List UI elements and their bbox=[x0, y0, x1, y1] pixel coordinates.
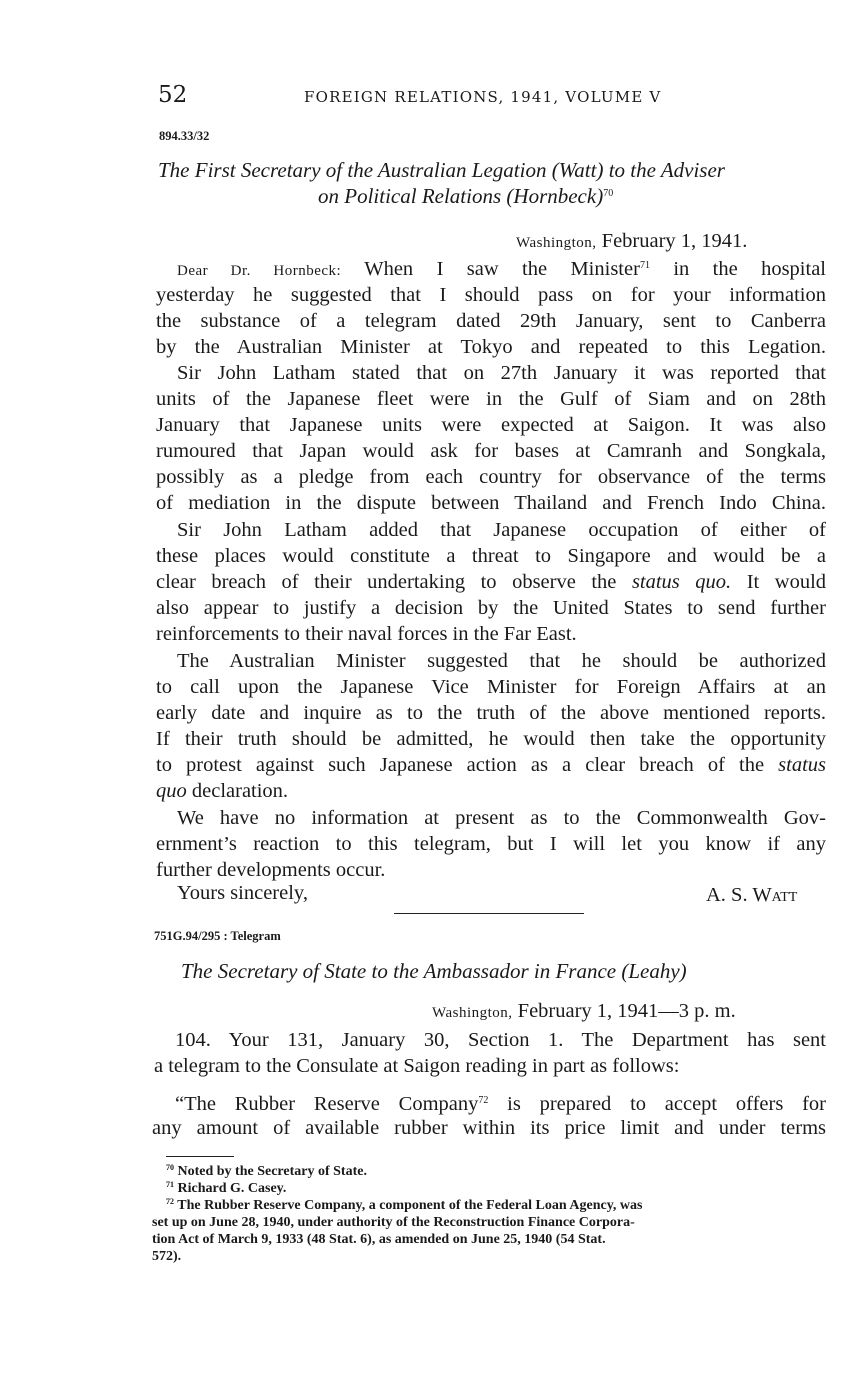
dateline-date: February 1, 1941—3 p. m. bbox=[517, 1000, 736, 1022]
text-line: units of the Japanese fleet were in the Gulf of Siam and on 28th bbox=[156, 388, 826, 410]
text-line: January that Japanese units were expected at Saigon. It was also bbox=[156, 414, 826, 436]
title-text: to the Adviser bbox=[608, 158, 725, 182]
text-span: clear breach of their undertaking to observe the bbox=[156, 571, 617, 593]
text-line bbox=[156, 571, 826, 594]
footnote bbox=[166, 1198, 642, 1214]
dateline bbox=[516, 230, 747, 253]
footnote-line: tion Act of March 9, 1933 (48 Stat. 6), as amended on June 25, 1940 (54 Stat. bbox=[152, 1232, 606, 1247]
text-line: these places would constitute a threat to Singapore and would be a bbox=[156, 545, 826, 567]
text-line: further developments occur. bbox=[156, 859, 386, 881]
text-line: 104. Your 131, January 30, Section 1. The Department has sent bbox=[175, 1029, 826, 1051]
text-line bbox=[156, 754, 826, 777]
italic-text: quo bbox=[156, 780, 187, 802]
title-text: on Political Relations bbox=[318, 184, 502, 208]
text-span: is prepared to accept offers for bbox=[507, 1093, 827, 1115]
title-name: (Watt) bbox=[551, 158, 604, 182]
text-line: also appear to justify a decision by the United States to send further bbox=[156, 597, 826, 619]
text-line bbox=[156, 780, 826, 803]
footnote bbox=[166, 1181, 286, 1197]
footnote-line: set up on June 28, 1940, under authority of the Reconstruction Finance Corpora- bbox=[152, 1215, 635, 1230]
text-line: by the Australian Minister at Tokyo and repeated to this Legation. bbox=[156, 336, 826, 358]
text-span: to protest against such Japanese action as a clear breach of the bbox=[156, 754, 765, 776]
italic-text: status bbox=[778, 754, 827, 776]
page-number: 52 bbox=[158, 82, 188, 108]
document-title-line2 bbox=[318, 184, 613, 209]
closing: Yours sincerely, bbox=[177, 882, 308, 904]
footnote-mark: 71 bbox=[166, 1180, 174, 1189]
footnote-text: Noted by the Secretary of State. bbox=[177, 1164, 367, 1179]
dateline-date: February 1, 1941. bbox=[601, 230, 748, 252]
document-title bbox=[181, 959, 687, 984]
text-span: It would bbox=[746, 571, 827, 593]
text-line: We have no information at present as to the Commonwealth Gov- bbox=[177, 807, 826, 829]
footnote-mark: 72 bbox=[166, 1197, 174, 1206]
text-line: early date and inquire as to the truth of the above mentioned reports. bbox=[156, 702, 826, 724]
footnote-text: Richard G. Casey. bbox=[177, 1181, 287, 1196]
text-line: yesterday he suggested that I should pass on for your information bbox=[156, 284, 826, 306]
text-line: a telegram to the Consulate at Saigon reading in part as follows: bbox=[154, 1055, 680, 1077]
footnote-ref: 72 bbox=[478, 1095, 489, 1106]
text-line: ernment’s reaction to this telegram, but I will let you know if any bbox=[156, 833, 826, 855]
text-line: any amount of available rubber within its price limit and under terms bbox=[152, 1117, 826, 1139]
text-span: “The Rubber Reserve Company bbox=[175, 1093, 479, 1115]
footnote-ref: 71 bbox=[639, 260, 650, 271]
footnote-ref: 70 bbox=[603, 188, 614, 199]
title-text: The Secretary of State to the Ambassador in France bbox=[181, 959, 617, 983]
text-line bbox=[175, 1093, 826, 1116]
text-line bbox=[177, 258, 826, 281]
text-line: The Australian Minister suggested that he should be authorized bbox=[177, 650, 826, 672]
italic-text: status quo. bbox=[631, 571, 732, 593]
title-name: (Leahy) bbox=[621, 959, 687, 983]
footnote-line: 572). bbox=[152, 1249, 182, 1264]
footnote-rule bbox=[166, 1156, 234, 1157]
text-line: of mediation in the dispute between Thailand and French Indo China. bbox=[156, 492, 826, 514]
footnote-mark: 70 bbox=[166, 1163, 174, 1172]
footnote bbox=[166, 1164, 367, 1180]
text-span: declaration. bbox=[191, 780, 289, 802]
text-line: Sir John Latham stated that on 27th January it was reported that bbox=[177, 362, 826, 384]
footnote-text: The Rubber Reserve Company, a component of the Federal Loan Agency, was bbox=[177, 1198, 643, 1213]
text-line: possibly as a pledge from each country for observance of the terms bbox=[156, 466, 826, 488]
text-line: to call upon the Japanese Vice Minister for Foreign Affairs at an bbox=[156, 676, 826, 698]
text-line: Sir John Latham added that Japanese occupation of either of bbox=[177, 519, 826, 541]
text-span: in the hospital bbox=[673, 258, 826, 280]
dateline-city: Washington, bbox=[432, 1005, 513, 1021]
text-line: rumoured that Japan would ask for bases at Camranh and Songkala, bbox=[156, 440, 826, 462]
text-line: the substance of a telegram dated 29th January, sent to Canberra bbox=[156, 310, 826, 332]
dateline bbox=[432, 1000, 736, 1023]
title-name: (Hornbeck) bbox=[506, 184, 604, 208]
title-text: The First Secretary of the Australian Legation bbox=[158, 158, 547, 182]
file-number: 894.33/32 bbox=[159, 129, 210, 143]
file-number: 751G.94/295 : Telegram bbox=[154, 929, 281, 943]
text-line: If their truth should be admitted, he would then take the opportunity bbox=[156, 728, 826, 750]
text-span: When I saw the Minister bbox=[364, 258, 640, 280]
signature: A. S. Watt bbox=[706, 884, 798, 906]
running-head: FOREIGN RELATIONS, 1941, VOLUME V bbox=[304, 88, 662, 106]
text-line: reinforcements to their naval forces in the Far East. bbox=[156, 623, 577, 645]
salutation: Dear Dr. Hornbeck: bbox=[177, 263, 342, 279]
document-title bbox=[158, 158, 725, 183]
section-divider bbox=[394, 913, 584, 914]
dateline-city: Washington, bbox=[516, 235, 597, 251]
